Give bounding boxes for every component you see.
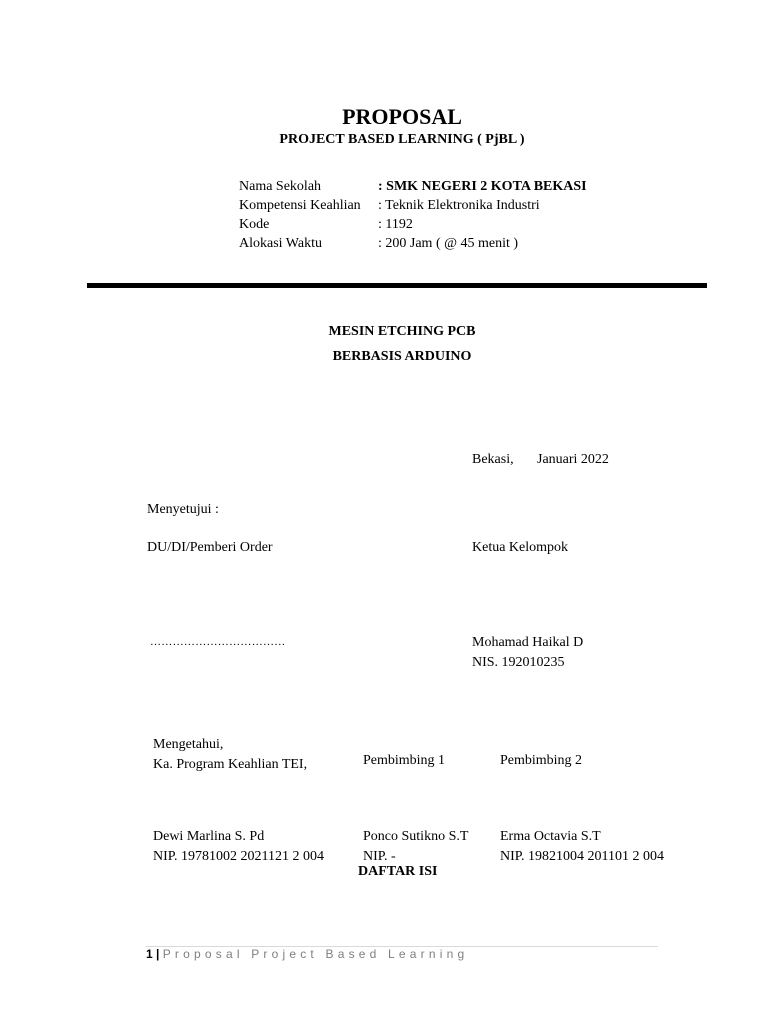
info-value-code: : 1192 [378, 217, 413, 232]
footer-text: Proposal Project Based Learning [162, 947, 469, 961]
project-title-line1: MESIN ETCHING PCB [328, 324, 476, 339]
group-leader-id: NIS. 192010235 [472, 655, 565, 670]
approval-heading: Menyetujui : [147, 502, 219, 517]
client-signature-line: ……………………………… [150, 636, 286, 648]
info-label-time: Alokasi Waktu [239, 236, 322, 251]
advisor2-name: Erma Octavia S.T [500, 829, 601, 844]
group-leader-name: Mohamad Haikal D [472, 635, 584, 650]
header-divider [87, 283, 707, 288]
group-leader-role: Ketua Kelompok [472, 540, 569, 555]
advisor1-role: Pembimbing 1 [363, 753, 446, 768]
advisor2-role: Pembimbing 2 [500, 753, 583, 768]
program-head-role: Ka. Program Keahlian TEI, [153, 757, 308, 772]
advisor1-id: NIP. - [363, 849, 396, 864]
info-value-competency: : Teknik Elektronika Industri [378, 198, 540, 213]
client-role: DU/DI/Pemberi Order [147, 540, 273, 555]
date-label: Januari 2022 [537, 452, 609, 467]
info-label-competency: Kompetensi Keahlian [239, 198, 361, 213]
toc-heading: DAFTAR ISI [358, 864, 438, 879]
page-footer [146, 947, 468, 961]
document-subtitle: PROJECT BASED LEARNING ( PjBL ) [279, 132, 525, 147]
program-head-id: NIP. 19781002 2021121 2 004 [153, 849, 324, 864]
program-head-name: Dewi Marlina S. Pd [153, 829, 265, 844]
acknowledgement-heading: Mengetahui, [153, 737, 224, 752]
advisor2-id: NIP. 19821004 201101 2 004 [500, 849, 664, 864]
advisor1-name: Ponco Sutikno S.T [363, 829, 469, 844]
info-value-time: : 200 Jam ( @ 45 menit ) [378, 236, 519, 251]
info-value-school: : SMK NEGERI 2 KOTA BEKASI [378, 179, 587, 194]
document-title: PROPOSAL [342, 104, 462, 129]
info-label-code: Kode [239, 217, 270, 232]
info-label-school: Nama Sekolah [239, 179, 322, 194]
page-number: 1 | [146, 947, 160, 961]
place-label: Bekasi, [472, 452, 514, 467]
project-title-line2: BERBASIS ARDUINO [332, 349, 472, 364]
